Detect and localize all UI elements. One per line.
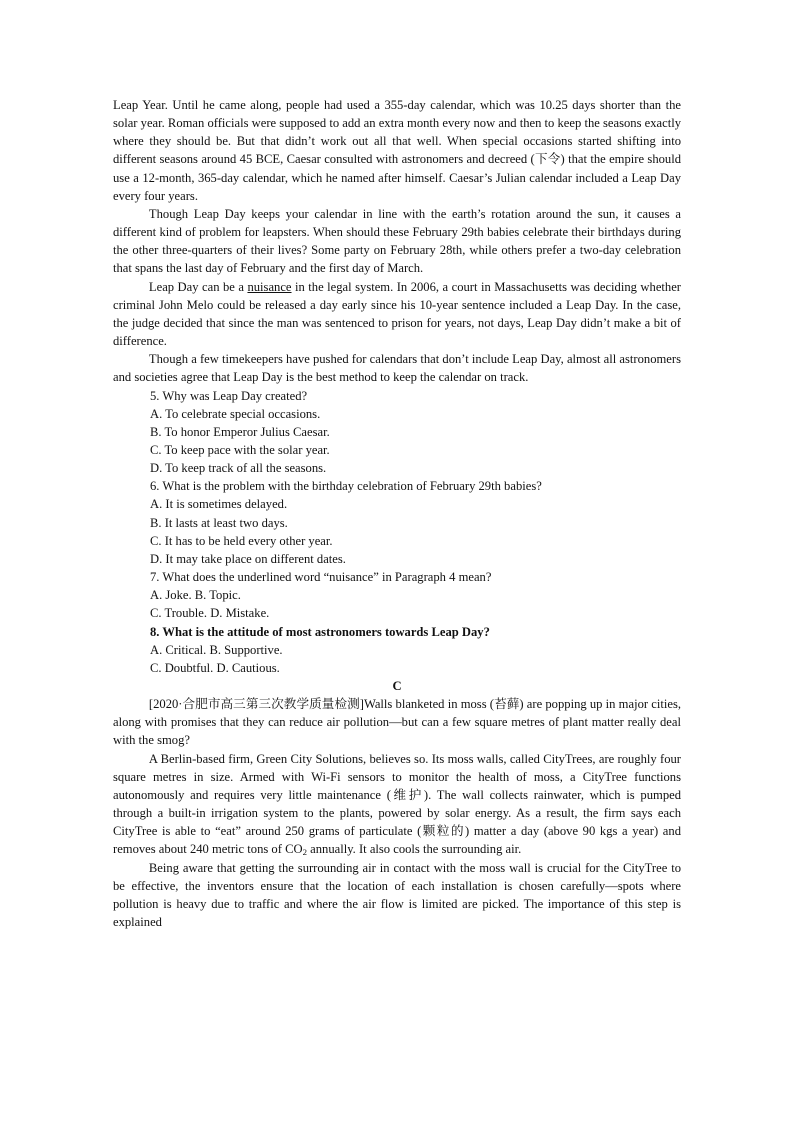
question-stem: 6. What is the problem with the birthday celebration of February 29th babies?	[150, 479, 542, 494]
subscript: 2	[302, 847, 307, 858]
option: D. To keep track of all the seasons.	[150, 461, 327, 476]
option: D. It may take place on different dates.	[150, 551, 346, 566]
question-stem: 8. What is the attitude of most astronomers towards Leap Day?	[150, 624, 490, 639]
passage-paragraph-4: Though a few timekeepers have pushed for calendars that don’t include Leap Day, almost all astronomers and societies agree that Leap Day is the best method to keep the calendar on track.	[113, 352, 681, 385]
question-stem: 7. What does the underlined word “nuisance” in Paragraph 4 mean?	[150, 570, 492, 585]
paragraph-text: Leap Day can be a	[148, 279, 248, 294]
section-c-paragraph-2	[113, 750, 681, 859]
passage-paragraph-1: Leap Year. Until he came along, people had used a 355-day calendar, which was 10.25 days shorter than the solar year. Roman officials were supposed to add an extra month every now and then to keep the seasons exactly where they should be. But that didn’t work out all that well. When special occasions started shifting into different seasons around 45 BCE, Caesar consulted with astronomers and decreed (下令) that the empire should use a 12-month, 365-day calendar, which he named after himself. Caesar’s Julian calendar included a Leap Day every four years.	[113, 98, 681, 203]
section-heading: C	[392, 679, 402, 693]
option: A. To celebrate special occasions.	[150, 406, 321, 421]
passage-paragraph-2: Though Leap Day keeps your calendar in line with the earth’s rotation around the sun, it causes a different kind of problem for leapsters. When should these February 29th babies celebrate their birthdays during the other three-quarters of their lives? Some party on February 28th, while others prefer a two-day celebration that spans the last day of February and the first day of March.	[113, 206, 681, 276]
option: B. To honor Emperor Julius Caesar.	[150, 424, 330, 439]
section-c-paragraph-1: [2020·合肥市高三第三次教学质量检测]Walls blanketed in moss (苔藓) are popping up in major cities, along with promises that they can reduce air pollution—but can a few square metres of plant matter really deal with the smog?	[113, 697, 681, 748]
paragraph-text: in the legal system. In 2006, a court in Massachusetts was deciding whether criminal John Melo could be released a day early since his 10-year sentence included a Leap Day. In the case, the judge decided that since the man was sentenced to prison for years, not days, Leap Day didn’t make a bit of difference.	[113, 279, 681, 349]
option: A. Joke. B. Topic.	[150, 588, 241, 603]
option: C. Trouble. D. Mistake.	[150, 606, 270, 621]
option: A. Critical. B. Supportive.	[150, 642, 283, 657]
passage-paragraph-3	[113, 278, 681, 351]
document-page	[113, 96, 681, 931]
option: C. To keep pace with the solar year.	[150, 442, 330, 457]
paragraph-text: A Berlin-based firm, Green City Solutions, believes so. Its moss walls, called CityTrees, are roughly four square metres in size. Armed with Wi-Fi sensors to monitor the health of moss, a CityTree functions autonomously and requires very little maintenance (维护). The wall collects rainwater, which is pumped through a built-in irrigation system to the plants, powered by solar energy. As a result, the firm says each CityTree is able to “eat” around 250 grams of particulate (颗粒的) matter a day (above 90 kgs a year) and removes about 240 metric tons of CO	[113, 751, 681, 857]
question-list	[113, 387, 681, 678]
option: A. It is sometimes delayed.	[150, 497, 288, 512]
question-stem: 5. Why was Leap Day created?	[150, 388, 308, 403]
option: C. It has to be held every other year.	[150, 533, 333, 548]
paragraph-text: annually. It also cools the surrounding air.	[306, 842, 522, 857]
underlined-word-nuisance: nuisance	[247, 279, 292, 294]
section-c-paragraph-3: Being aware that getting the surrounding air in contact with the moss wall is crucial for the CityTree to be effective, the inventors ensure that the location of each installation is chosen carefully—spots where pollution is heavy due to traffic and where the air flow is limited are picked. The importance of this step is explained	[113, 860, 681, 930]
option: C. Doubtful. D. Cautious.	[150, 660, 280, 675]
option: B. It lasts at least two days.	[150, 515, 288, 530]
